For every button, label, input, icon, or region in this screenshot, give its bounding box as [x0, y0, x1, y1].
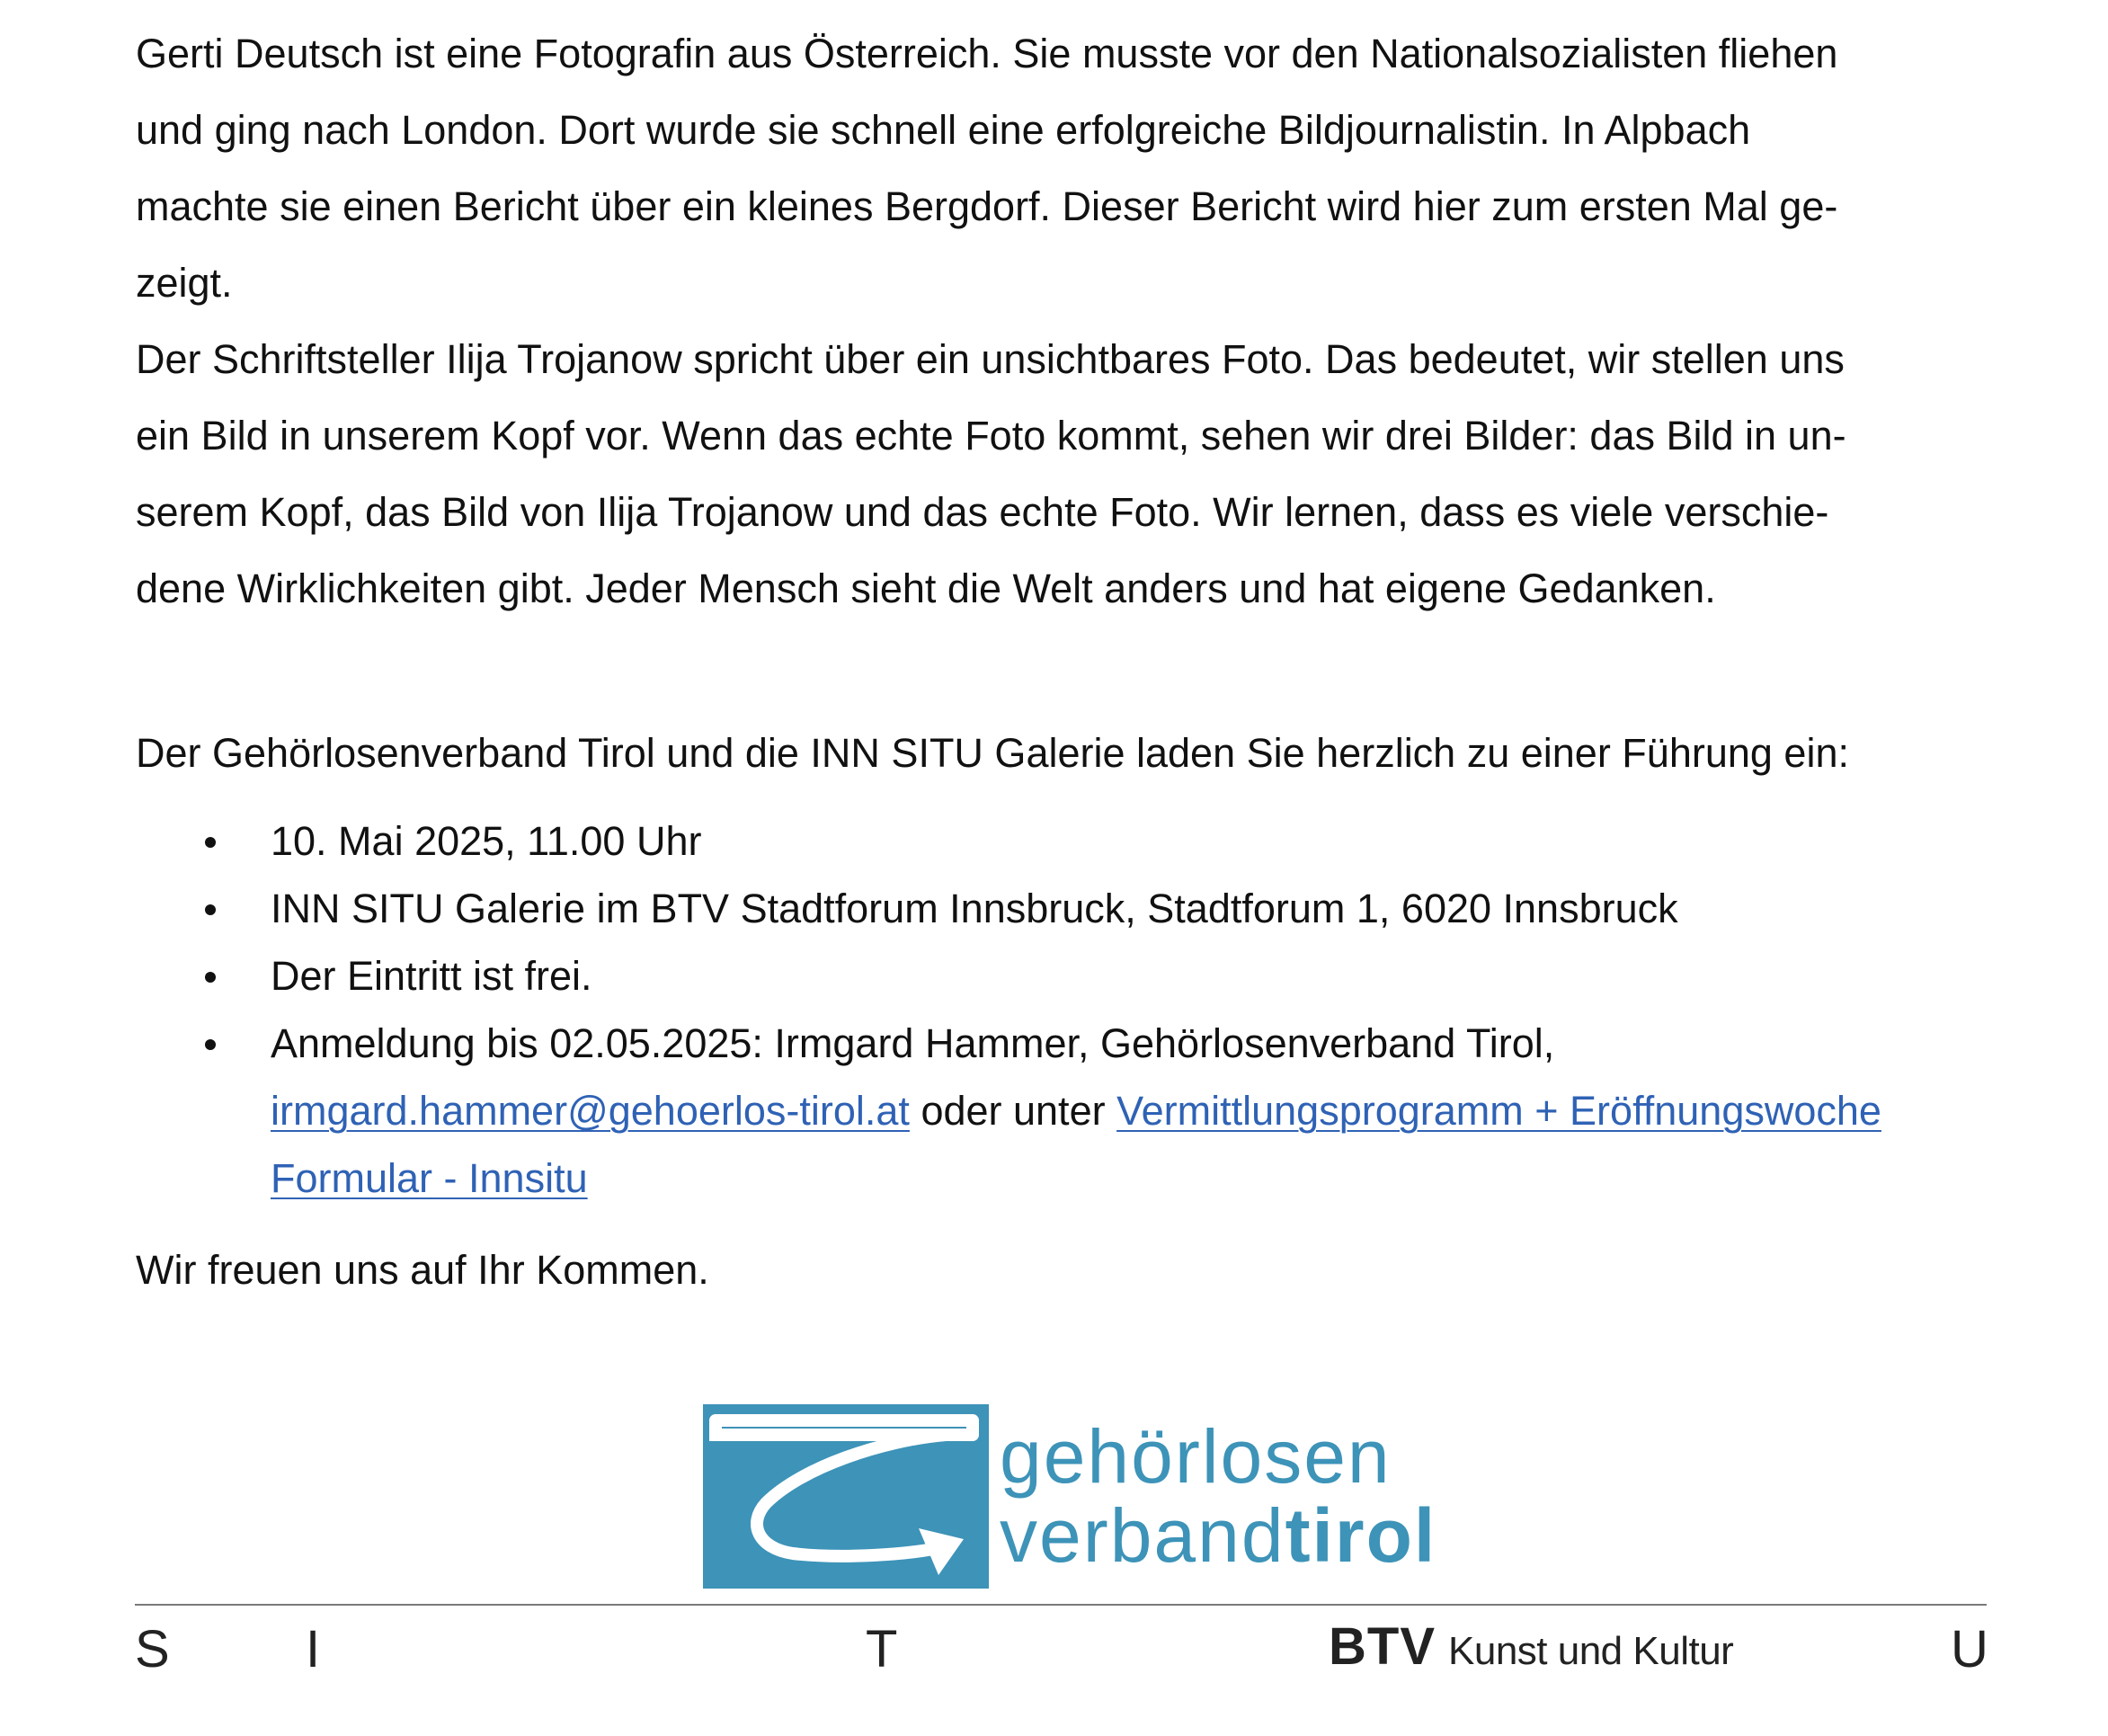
text-line: ein Bild in unserem Kopf vor. Wenn das echte Foto kommt, sehen wir drei Bilder: das Bild in un-: [136, 413, 1846, 458]
registration-text: Anmeldung bis 02.05.2025: Irmgard Hammer, Gehörlosenverband Tirol,: [271, 1020, 1555, 1066]
logo-line-2: [1000, 1493, 1437, 1578]
event-entry: Der Eintritt ist frei.: [271, 953, 592, 999]
invitation-text: Der Gehörlosenverband Tirol und die INN SITU Galerie laden Sie herzlich zu einer Führung ein:: [136, 730, 1849, 776]
event-details-list: [136, 807, 1881, 1212]
text-line: und ging nach London. Dort wurde sie schnell eine erfolgreiche Bildjournalistin. In Alpbach: [136, 107, 1751, 153]
closing-text: Wir freuen uns auf Ihr Kommen.: [136, 1247, 709, 1293]
text-line: Gerti Deutsch ist eine Fotografin aus Österreich. Sie musste vor den Nationalsozialisten fliehen: [136, 31, 1838, 76]
bullet-icon: [205, 837, 216, 848]
bullet-icon: [205, 972, 216, 983]
event-location: INN SITU Galerie im BTV Stadtforum Innsbruck, Stadtforum 1, 6020 Innsbruck: [271, 886, 1678, 931]
footer-letter-i: I: [306, 1620, 321, 1678]
logo-mark-icon: [703, 1404, 989, 1589]
form-link-continued[interactable]: Formular - Innsitu: [271, 1155, 588, 1201]
bullet-icon: [205, 904, 216, 915]
text-line: Der Schriftsteller Ilija Trojanow spricht über ein unsichtbares Foto. Das bedeutet, wir stellen uns: [136, 336, 1845, 382]
text-line: machte sie einen Bericht über ein kleines Bergdorf. Dieser Bericht wird hier zum ersten Mal ge-: [136, 183, 1838, 229]
btv-subtitle: Kunst und Kultur: [1448, 1629, 1734, 1673]
registration-links-line-2: [271, 1144, 1881, 1212]
btv-logo-text: BTV: [1329, 1617, 1436, 1676]
footer-letter-s: S: [135, 1620, 170, 1678]
logo-line-1: gehörlosen: [1000, 1414, 1392, 1499]
footer-letter-t: T: [866, 1620, 898, 1678]
list-item: [136, 875, 1881, 942]
intro-paragraphs: [136, 15, 2006, 627]
list-item: [136, 942, 1881, 1010]
gehoerlosenverband-logo: [703, 1404, 1476, 1589]
list-item: [136, 1010, 1881, 1212]
text-line: zeigt.: [136, 260, 233, 306]
logo-line-2-regular: verband: [1000, 1493, 1285, 1578]
form-link[interactable]: Vermittlungsprogramm + Eröffnungswoche: [1116, 1088, 1881, 1134]
footer-letter-u: U: [1951, 1620, 1988, 1678]
email-link[interactable]: irmgard.hammer@gehoerlos-tirol.at: [271, 1088, 910, 1134]
list-item: [136, 807, 1881, 875]
logo-line-2-bold: tirol: [1285, 1493, 1437, 1578]
registration-links-line: [271, 1077, 1881, 1144]
btv-brand: [1329, 1616, 1733, 1677]
logo-wordmark: [1000, 1414, 1437, 1578]
bullet-icon: [205, 1039, 216, 1050]
text-line: dene Wirklichkeiten gibt. Jeder Mensch sieht die Welt anders und hat eigene Gedanken.: [136, 565, 1716, 611]
text-line: serem Kopf, das Bild von Ilija Trojanow und das echte Foto. Wir lernen, dass es viele verschie-: [136, 489, 1829, 535]
footer-divider: [135, 1604, 1987, 1606]
registration-connector: oder unter: [909, 1088, 1117, 1134]
event-date: 10. Mai 2025, 11.00 Uhr: [271, 818, 702, 864]
